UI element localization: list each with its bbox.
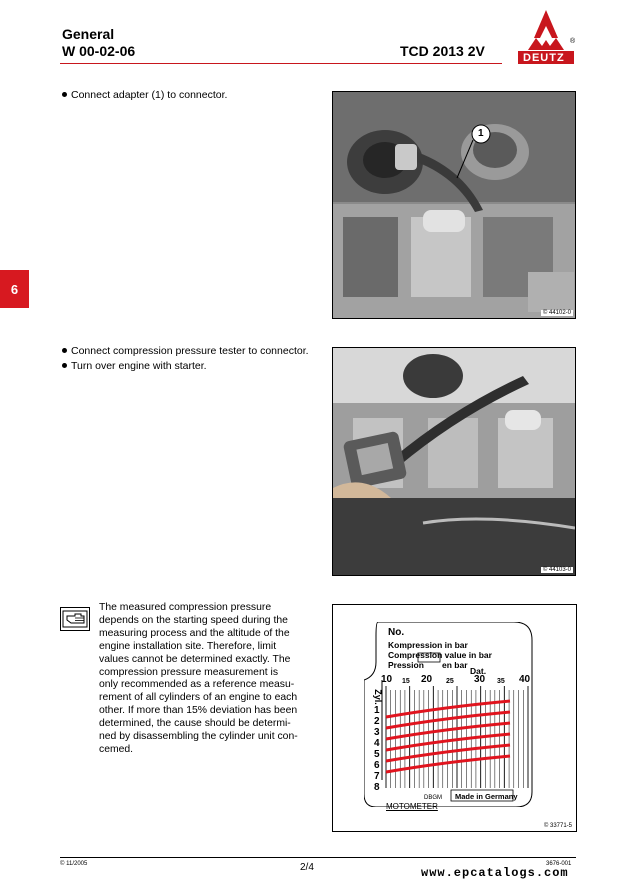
figure-adapter-photo	[332, 91, 576, 319]
card-brand: MOTOMETER	[386, 802, 438, 811]
bullet-icon	[62, 363, 67, 368]
scale-label-10: 10	[381, 674, 393, 685]
section-tab: 6	[0, 270, 29, 308]
cylinder-row-8: 8	[374, 782, 380, 793]
callout-label: 1	[478, 128, 484, 139]
footer-rule	[60, 857, 576, 858]
bullet-icon	[62, 348, 67, 353]
card-line-french-b: en bar	[442, 660, 468, 670]
scale-label-30: 30	[474, 674, 486, 685]
scale-label-20: 20	[421, 674, 433, 685]
compression-record-card	[364, 622, 544, 811]
note-line: determined, the cause should be determi-	[99, 718, 291, 730]
scale-label-35: 35	[497, 678, 505, 685]
card-made-in: Made in Germany	[455, 792, 518, 801]
card-dbgm-label: DBGM	[424, 795, 442, 801]
step-turn-over-engine	[62, 359, 207, 374]
cylinder-row-7: 7	[374, 771, 380, 782]
figure-number: © 33771-5	[543, 823, 572, 829]
page-title: General	[62, 26, 115, 42]
card-line-english: Compression value in bar	[388, 650, 492, 660]
scale-label-40: 40	[519, 674, 531, 685]
cylinder-row-3: 3	[374, 727, 380, 738]
figure-number: © 44102-0	[542, 310, 571, 316]
step-text: Connect compression pressure tester to connector.	[71, 345, 309, 357]
note-line: measuring process and the altitude of the	[99, 627, 290, 639]
cylinder-row-4: 4	[374, 738, 380, 749]
page-number: 2/4	[300, 862, 314, 873]
cylinder-row-5: 5	[374, 749, 380, 760]
card-line-german: Kompression in bar	[388, 640, 468, 650]
cylinder-axis-label: Zyl.	[372, 689, 383, 705]
footer-date: © 11/2005	[60, 861, 88, 867]
step-connect-tester	[62, 344, 309, 359]
note-line: rement of all cylinders of an engine to each	[99, 692, 298, 704]
header-rule	[60, 63, 502, 64]
pointing-hand-icon	[60, 607, 90, 631]
logo-text: DEUTZ	[523, 52, 565, 64]
note-line: compression pressure measurement is	[99, 666, 279, 678]
figure-number: © 44103-0	[542, 567, 571, 573]
scale-label-15: 15	[402, 678, 410, 685]
note-line: ned by disassembling the cylinder unit con-	[99, 731, 298, 743]
deutz-logo	[514, 8, 578, 66]
cylinder-row-2: 2	[374, 716, 380, 727]
step-text: Turn over engine with starter.	[71, 360, 207, 372]
document-code: W 00-02-06	[62, 43, 136, 59]
card-no-label: No.	[388, 627, 405, 638]
card-line-french-a: Pression	[388, 660, 424, 670]
note-line: depends on the starting speed during the	[99, 614, 288, 626]
step-connect-adapter	[62, 88, 227, 103]
step-text: Connect adapter (1) to connector.	[71, 89, 228, 101]
scale-label-25: 25	[446, 678, 454, 685]
note-paragraph	[99, 602, 304, 757]
bullet-icon	[62, 92, 67, 97]
note-line: other. If more than 15% deviation has been	[99, 705, 298, 717]
watermark-text: www.epcatalogs.com	[421, 866, 569, 880]
note-line: values cannot be determined exactly. The	[99, 653, 291, 665]
figure-tester-photo	[332, 347, 576, 576]
note-line: engine installation site. Therefore, limit	[99, 640, 277, 652]
note-line: cemed.	[99, 743, 134, 755]
footer-doc-ref: 3676-001	[546, 861, 572, 867]
cylinder-row-6: 6	[374, 760, 380, 771]
note-line: The measured compression pressure	[99, 602, 272, 613]
registered-mark: ®	[570, 38, 576, 45]
note-line: only recommended as a reference measu-	[99, 679, 295, 691]
card-date-label: Dat.	[470, 666, 487, 676]
cylinder-row-1: 1	[374, 705, 380, 716]
engine-model: TCD 2013 2V	[400, 43, 485, 59]
